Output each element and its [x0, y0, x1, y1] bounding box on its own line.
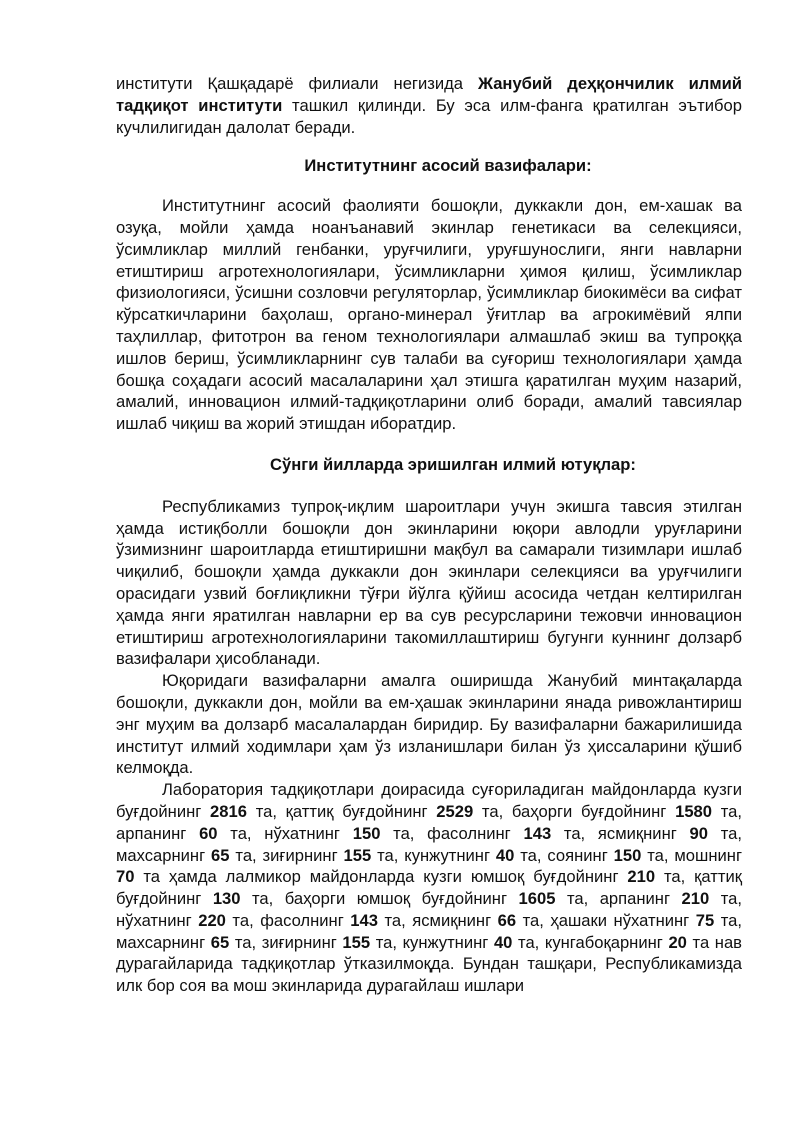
count-value: 75	[695, 910, 715, 930]
text-run: та, зиғирнинг	[229, 845, 344, 865]
text-run: та, ясмиқнинг	[551, 823, 690, 843]
institute-name: Жанубий деҳқончилик илмий тадқиқот институти	[116, 74, 742, 115]
paragraph-achievements-1: Республикамиз тупроқ-иқлим шароитлари учун экишга тавсия этилган ҳамда истиқболли бошоқли дон экинларини юқори авлодли уруғларини ўзимизнинг шароитларда етиштиришни мақбул ва самарали тизимлари ишлаб чиқилиб, бошоқли ҳамда дуккакли дон экинлари селекцияси ва уруғчилиги орасидаги узвий боғлиқликни тўғри йўлга қўйиш асосида четдан келтирилган ҳамда янги яратилган навларни ер ва сув ресурсларини тежовчи инновацион етиштириш агротехнологияларини такомиллаштириш бугунги куннинг долзарб вазифалари ҳисобланади.	[116, 496, 742, 669]
count-value: 210	[627, 867, 656, 887]
count-value: 40	[493, 932, 513, 952]
count-value: 65	[210, 932, 230, 952]
text-run: та, соянинг	[514, 845, 614, 865]
text-run: та, арпанинг	[116, 801, 742, 843]
text-run: та, махсарнинг	[116, 823, 742, 865]
count-value: 1605	[518, 889, 556, 909]
text-run: та, зиғирнинг	[229, 932, 343, 952]
text-run: Лаборатория тадқиқотлари доирасида суғориладиган майдонларда кузги буғдойнинг	[116, 780, 742, 821]
text-run: та, кунгабоқарнинг	[512, 932, 669, 952]
count-value: 20	[668, 932, 687, 952]
count-value: 150	[352, 823, 381, 843]
heading-main-tasks: Институтнинг асосий вазифалари:	[304, 156, 592, 176]
count-value: 143	[350, 910, 378, 930]
text-run: та, баҳорги буғдойнинг	[473, 801, 676, 821]
count-value: 90	[689, 823, 708, 843]
text-run: та, фасолнинг	[225, 910, 351, 930]
text-run: та, ясмиқнинг	[377, 910, 498, 930]
text-run: та, мошнинг	[641, 845, 742, 865]
count-value: 40	[495, 845, 515, 865]
count-value: 155	[342, 932, 371, 952]
paragraph-main-tasks: Институтнинг асосий фаолияти бошоқли, дуккакли дон, ем-хашак ва озуқа, мойли ҳамда ноанъанавий экинлар генетикаси ва селекцияси, ўсимликлар миллий генбанки, уруғчилиги, уруғшунослиги, янги навларни етиштириш агротехнологиялари, ўсимликларни ҳимоя қилиш, ўсимликлар физиологияси, ўсишни созловчи регуляторлар, ўсимликлар биокимёси ва сифат кўрсаткичларини баҳолаш, органо-минерал ўғитлар ва агрокимёвий ялпи таҳлиллар, фитотрон ва геном технологиялари алмашлаб экиш ва тупроққа ишлов бериш, ўсимликларнинг сув талаби ва суғориш технологиялари ҳамда бошқа соҳадаги асосий масалаларини ҳал этишга қаратилган муҳим назарий, амалий, инновацион илмий-тадқиқотларини олиб боради, амалий тавсиялар ишлаб чиқиш ва жорий этишдан иборатдир.	[116, 196, 742, 434]
text-run: та, фасолнинг	[380, 823, 524, 843]
count-value: 2529	[436, 801, 474, 821]
text-run: та, арпанинг	[555, 889, 682, 909]
count-value: 150	[613, 845, 642, 865]
text-run: та нав дурагайларида тадқиқотлар ўтказилмоқда. Бундан ташқари, Республикамизда илк бор соя ва мош экинларида дурагайлаш ишлари	[116, 932, 743, 996]
text-run: та, баҳорги юмшоқ буғдойнинг	[240, 889, 519, 909]
count-value: 65	[211, 845, 230, 865]
count-value: 1580	[675, 801, 713, 821]
text-run: та, ҳашаки нўхатнинг	[516, 910, 696, 930]
text-run: та, нўхатнинг	[217, 823, 353, 843]
text-run: та, махсарнинг	[116, 910, 742, 952]
text-run: та, кунжутнинг	[370, 932, 494, 952]
count-value: 2816	[210, 801, 247, 821]
paragraph-intro: институти Қашқадарё филиали негизида Жанубий деҳқончилик илмий тадқиқот институти ташкил қилинди. Бу эса илм-фанга қратилган эътибор кучлилигидан далолат беради.	[116, 74, 742, 137]
count-value: 60	[199, 823, 218, 843]
text-run: та, кунжутнинг	[371, 845, 496, 865]
text-run: та, қаттиқ буғдойнинг	[116, 867, 743, 909]
paragraph-achievements-2: Юқоридаги вазифаларни амалга оширишда Жанубий минтақаларда бошоқли, дуккакли дон, мойли ва ем-ҳашак экинларини янада ривожлантириш энг муҳим ва долзарб масалалардан биридир. Бу вазифаларни бажарилишида институт илмий ходимлари ҳам ўз изланишлари билан ўз ҳиссаларини қўшиб келмоқда.	[116, 671, 742, 778]
text-run: та, қаттиқ буғдойнинг	[246, 801, 437, 821]
text-run: та, нўхатнинг	[116, 889, 742, 930]
count-value: 210	[681, 889, 710, 909]
count-value: 155	[343, 845, 372, 865]
count-value: 130	[212, 889, 241, 909]
count-value: 66	[497, 910, 517, 930]
text-run: та ҳамда лалмикор майдонларда кузги юмшоқ буғдойнинг	[134, 867, 628, 887]
document-page	[116, 73, 742, 997]
count-value: 143	[523, 823, 552, 843]
count-value: 70	[116, 867, 135, 887]
paragraph-lab-research	[116, 779, 742, 997]
heading-achievements: Сўнги йилларда эришилган илмий ютуқлар:	[270, 454, 636, 474]
count-value: 220	[198, 910, 226, 930]
